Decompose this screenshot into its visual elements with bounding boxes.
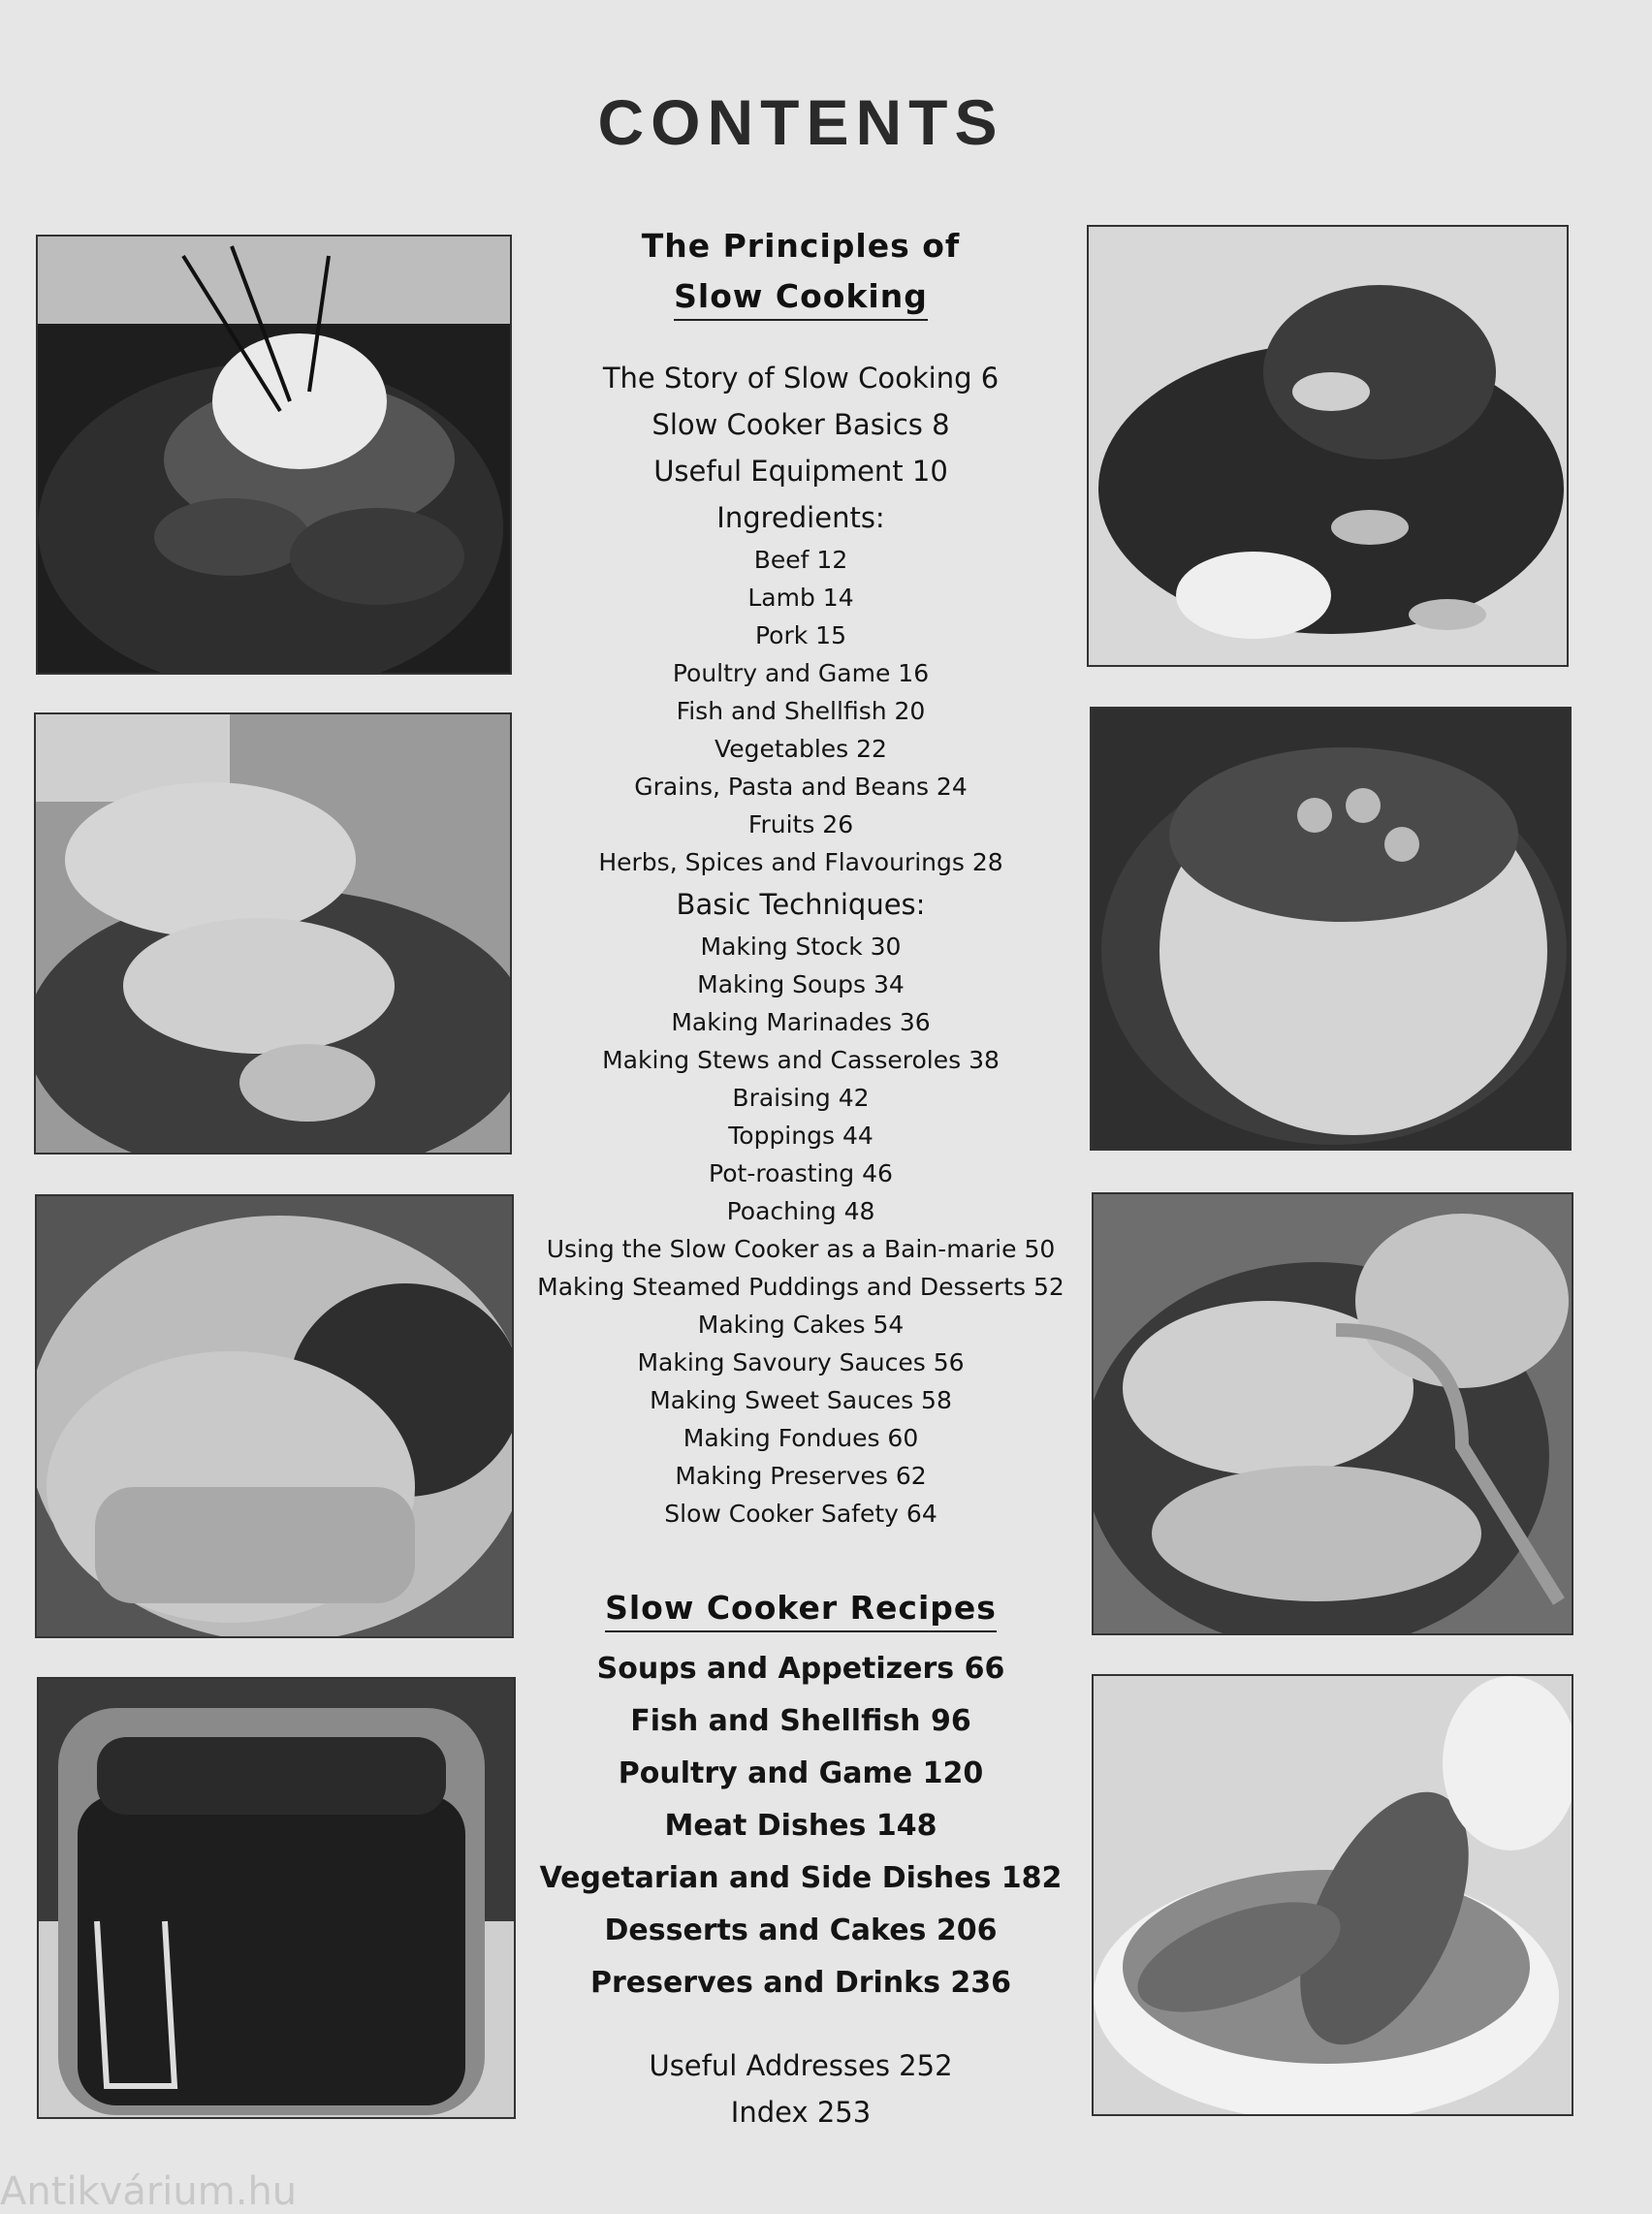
toc-entry: Slow Cooker Safety 64: [664, 1500, 937, 1528]
toc-entry: Making Stews and Casseroles 38: [602, 1046, 1000, 1074]
toc-entry: Pot-roasting 46: [709, 1159, 893, 1187]
recipe-chapter-entry: Meat Dishes 148: [664, 1809, 937, 1843]
table-of-contents: [524, 221, 1078, 2135]
toc-entry: Braising 42: [732, 1084, 870, 1112]
recipe-chapter-entry: Desserts and Cakes 206: [604, 1914, 998, 1947]
toc-entry: Basic Techniques:: [676, 888, 926, 921]
photo-salad-with-egg: [36, 235, 512, 675]
toc-entry: Making Steamed Puddings and Desserts 52: [537, 1273, 1064, 1301]
photo-meat-with-almonds: [1087, 225, 1569, 667]
toc-entry: Using the Slow Cooker as a Bain-marie 50: [546, 1235, 1056, 1263]
recipe-chapter-entry: Vegetarian and Side Dishes 182: [539, 1861, 1063, 1895]
principles-list: [524, 355, 1078, 1533]
recipes-list: [524, 1643, 1078, 2009]
toc-entry: Making Savoury Sauces 56: [637, 1348, 965, 1376]
toc-entry: Fruits 26: [747, 810, 854, 838]
toc-entry: Pork 15: [755, 621, 846, 649]
toc-entry: Useful Equipment 10: [653, 455, 948, 488]
toc-entry: Beef 12: [753, 546, 848, 574]
toc-entry: Poaching 48: [726, 1197, 875, 1225]
back-matter-entry: Useful Addresses 252: [649, 2049, 953, 2082]
toc-entry: Grains, Pasta and Beans 24: [634, 773, 968, 801]
page-title: CONTENTS: [597, 86, 1004, 158]
photo-poached-pears: [1092, 1674, 1573, 2116]
toc-entry: Making Fondues 60: [683, 1424, 919, 1452]
watermark: Antikvárium.hu: [0, 2169, 298, 2214]
principles-heading-line2: [524, 271, 1078, 322]
photo-preserve-jar: [37, 1677, 516, 2119]
recipe-chapter-entry: Fish and Shellfish 96: [630, 1704, 971, 1738]
back-matter-list: [524, 2042, 1078, 2135]
toc-entry: Making Stock 30: [700, 933, 902, 961]
toc-entry: Making Soups 34: [697, 970, 905, 998]
recipe-chapter-entry: Poultry and Game 120: [618, 1756, 984, 1790]
back-matter-entry: Index 253: [730, 2096, 872, 2129]
toc-entry: Ingredients:: [716, 501, 885, 534]
toc-entry: The Story of Slow Cooking 6: [602, 362, 1000, 395]
toc-entry: Making Preserves 62: [675, 1462, 927, 1490]
toc-entry: Toppings 44: [728, 1122, 874, 1150]
photo-pie: [35, 1194, 514, 1638]
principles-heading-line2-text: Slow Cooking: [674, 277, 928, 321]
toc-entry: Vegetables 22: [715, 735, 887, 763]
toc-entry: Fish and Shellfish 20: [676, 697, 926, 725]
toc-entry: Poultry and Game 16: [672, 659, 930, 687]
toc-entry: Herbs, Spices and Flavourings 28: [598, 848, 1003, 876]
toc-entry: Lamb 14: [747, 584, 854, 612]
toc-entry: Slow Cooker Basics 8: [651, 408, 950, 441]
photo-stuffed-peppers: [1092, 1192, 1573, 1635]
recipe-chapter-entry: Soups and Appetizers 66: [596, 1652, 1005, 1686]
recipe-chapter-entry: Preserves and Drinks 236: [589, 1966, 1012, 2000]
photo-fish-fillets: [34, 712, 512, 1154]
toc-entry: Making Marinades 36: [671, 1008, 931, 1036]
toc-entry: Making Sweet Sauces 58: [650, 1386, 952, 1414]
principles-heading-line1: The Principles of: [641, 227, 961, 265]
toc-entry: Making Cakes 54: [697, 1311, 905, 1339]
recipes-heading-text: Slow Cooker Recipes: [605, 1589, 997, 1632]
recipes-heading: [524, 1583, 1078, 1633]
photo-stuffed-onion: [1090, 707, 1572, 1151]
